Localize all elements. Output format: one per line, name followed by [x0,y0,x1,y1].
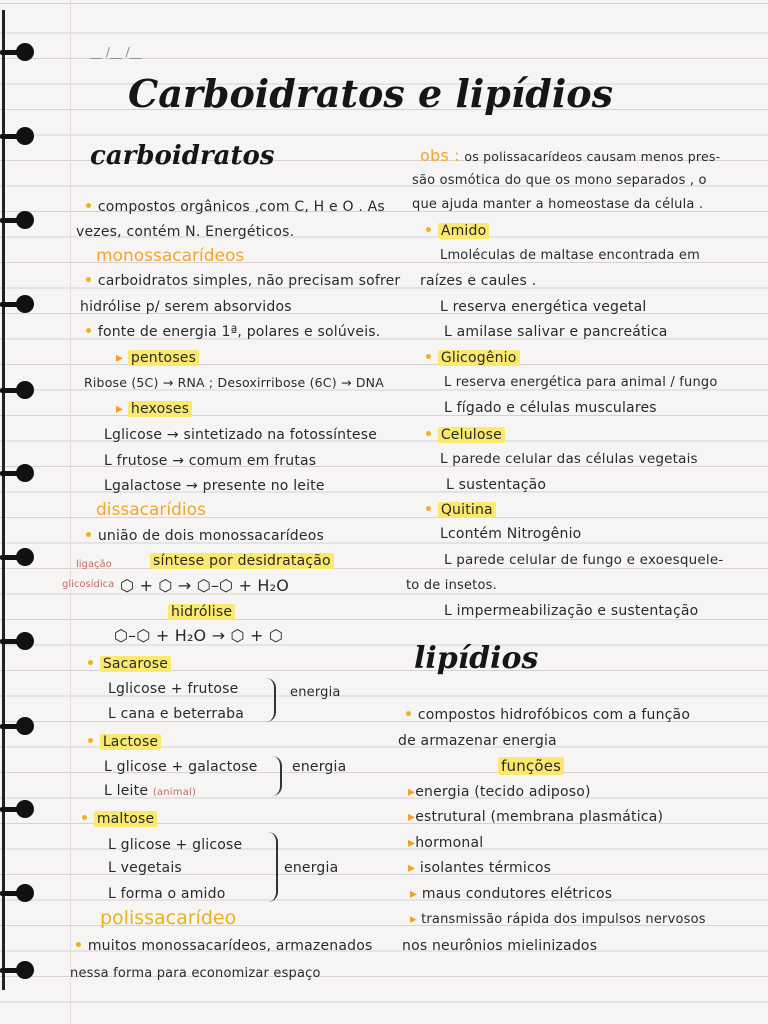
equation: ⬡–⬡ + H₂O → ⬡ + ⬡ [114,626,284,645]
text-line: Lmoléculas de maltase encontrada em [440,248,700,263]
bullet: • [86,734,96,750]
bullet: • [84,273,94,289]
text: união de dois monossacarídeos [97,528,324,544]
hexoses-label [116,400,192,418]
spiral-ring [0,884,38,902]
text: transmissão rápida dos impulsos nervosos [421,912,706,927]
bullet: • [424,223,434,239]
margin-line [70,0,71,1024]
text: Quitina [438,502,496,518]
text: energia (tecido adiposo) [415,784,591,800]
text-line: Lcontém Nitrogênio [440,526,582,542]
brace [270,756,282,796]
text-line: L impermeabilização e sustentação [444,603,699,619]
text-line: Lgalactose → presente no leite [104,478,325,494]
text-line: L cana e beterraba [108,706,245,722]
spiral-ring [0,464,38,482]
text: hexoses [128,401,192,417]
text-line: L reserva energética vegetal [440,299,647,315]
text-line [408,783,591,801]
hidrolise-label [168,603,235,621]
text: Celulose [438,427,505,443]
text-line: L fígado e células musculares [444,400,657,416]
text: pentoses [128,350,199,366]
triangle-icon: ▸ [116,350,124,366]
text: L leite [104,783,149,799]
bullet: • [74,938,84,954]
text-line: L parede celular das células vegetais [440,451,698,467]
text-line [408,859,551,877]
spiral-ring [0,548,38,566]
bullet: • [404,707,414,723]
text-line: L parede celular de fungo e exoesquele- [444,552,724,568]
text: síntese por desidratação [150,553,334,569]
spiral-spine [2,10,5,990]
spiral-ring [0,717,38,735]
text-line [408,808,663,826]
triangle-icon: ▸ [116,401,124,417]
spiral-ring [0,800,38,818]
text-line [404,706,690,724]
text-line: L frutose → comum em frutas [104,453,317,469]
spiral-ring [0,961,38,979]
text-line: to de insetos. [406,578,497,593]
obs-line [420,147,720,166]
equation: ⬡ + ⬡ → ⬡–⬡ + H₂O [120,576,290,595]
text-line [410,911,706,929]
amido-label [424,222,489,240]
monossacarideos-heading: monossacarídeos [96,246,245,266]
text-line: L glicose + galactose [104,759,258,775]
triangle-icon: ▸ [408,835,416,851]
sacarose-label [86,655,171,673]
text-line: nos neurônios mielinizados [402,938,598,954]
bullet: • [86,656,96,672]
text-line: Lglicose + frutose [108,681,239,697]
quitina-label [424,501,496,519]
text: compostos orgânicos ,com C, H e O . As [97,199,385,215]
text: os polissacarídeos causam menos pres- [464,149,721,164]
triangle-icon: ▸ [408,860,416,876]
lipidios-heading: lipídios [414,641,539,676]
text: estrutural (membrana plasmática) [415,809,664,825]
text-line [84,198,385,216]
text-line [84,272,400,290]
bullet: • [424,502,434,518]
text: hidrólise [168,604,235,620]
text-line: L glicose + glicose [108,837,243,853]
bullet: • [84,324,94,340]
sintese-label [150,552,334,570]
glicogenio-label [424,349,520,367]
text-line: L forma o amido [108,886,226,902]
note: (animal) [152,787,197,798]
carboidratos-heading: carboidratos [90,141,275,171]
spiral-ring [0,127,38,145]
brace [266,832,278,902]
side-note: ligação [76,559,112,570]
celulose-label [424,426,505,444]
spiral-ring [0,381,38,399]
bullet: • [424,427,434,443]
text-line: L vegetais [108,860,182,876]
text-line: que ajuda manter a homeostase da célula . [412,197,704,212]
text-line: energia [292,759,347,775]
text: maltose [94,811,157,827]
text-line: L reserva energética para animal / fungo [444,375,718,390]
lactose-label [86,733,161,751]
text-line: hidrólise p/ serem absorvidos [80,299,292,315]
text: maus condutores elétricos [421,886,613,902]
text-line: L amilase salivar e pancreática [444,324,668,340]
text-line [408,834,483,852]
text: compostos hidrofóbicos com a função [417,707,691,723]
funcoes-label [498,757,564,775]
text: Lactose [100,734,161,750]
text-line [104,782,196,802]
text-line [74,937,372,955]
text: Glicogênio [438,350,520,366]
page-title: Carboidratos e lipídios [128,71,614,116]
spiral-ring [0,211,38,229]
dissacaridios-heading: dissacarídios [96,500,206,520]
side-note: glicosídica [62,579,115,590]
text: funções [498,757,564,775]
spiral-ring [0,43,38,61]
text: hormonal [415,835,484,851]
text-line: energia [284,860,339,876]
brace [264,678,276,722]
triangle-icon: ▸ [408,784,416,800]
text-line [410,885,612,903]
polissacarideo-heading: polissacarídeo [100,907,237,929]
triangle-icon: ▸ [410,912,417,927]
text-line: vezes, contém N. Energéticos. [76,224,295,240]
text: Amido [438,223,490,239]
bullet: • [424,350,434,366]
text-line: de armazenar energia [398,733,557,749]
text-line: são osmótica do que os mono separados , o [412,173,707,188]
text: Sacarose [100,656,171,672]
pentoses-label [116,349,199,367]
triangle-icon: ▸ [410,886,418,902]
bullet: • [80,811,90,827]
bullet: • [84,528,94,544]
text-line: raízes e caules . [420,273,537,289]
spiral-ring [0,295,38,313]
text-line [84,323,380,341]
bullet: • [84,199,94,215]
text: carboidratos simples, não precisam sofrer [97,273,401,289]
text-line: nessa forma para economizar espaço [70,966,321,981]
triangle-icon: ▸ [408,809,416,825]
text-line: energia [290,685,341,700]
text: muitos monossacarídeos, armazenados [87,938,373,954]
date-field: __ /__ /__ [90,45,142,59]
text-line [84,527,324,545]
text-line: L sustentação [446,477,547,493]
text-line: Lglicose → sintetizado na fotossíntese [104,427,378,443]
obs-label: obs : [420,146,460,165]
text: fonte de energia 1ª, polares e solúveis. [97,324,381,340]
text-line: Ribose (5C) → RNA ; Desoxirribose (6C) → DNA [84,375,384,390]
spiral-ring [0,632,38,650]
maltose-label [80,810,157,828]
text: isolantes térmicos [419,860,552,876]
